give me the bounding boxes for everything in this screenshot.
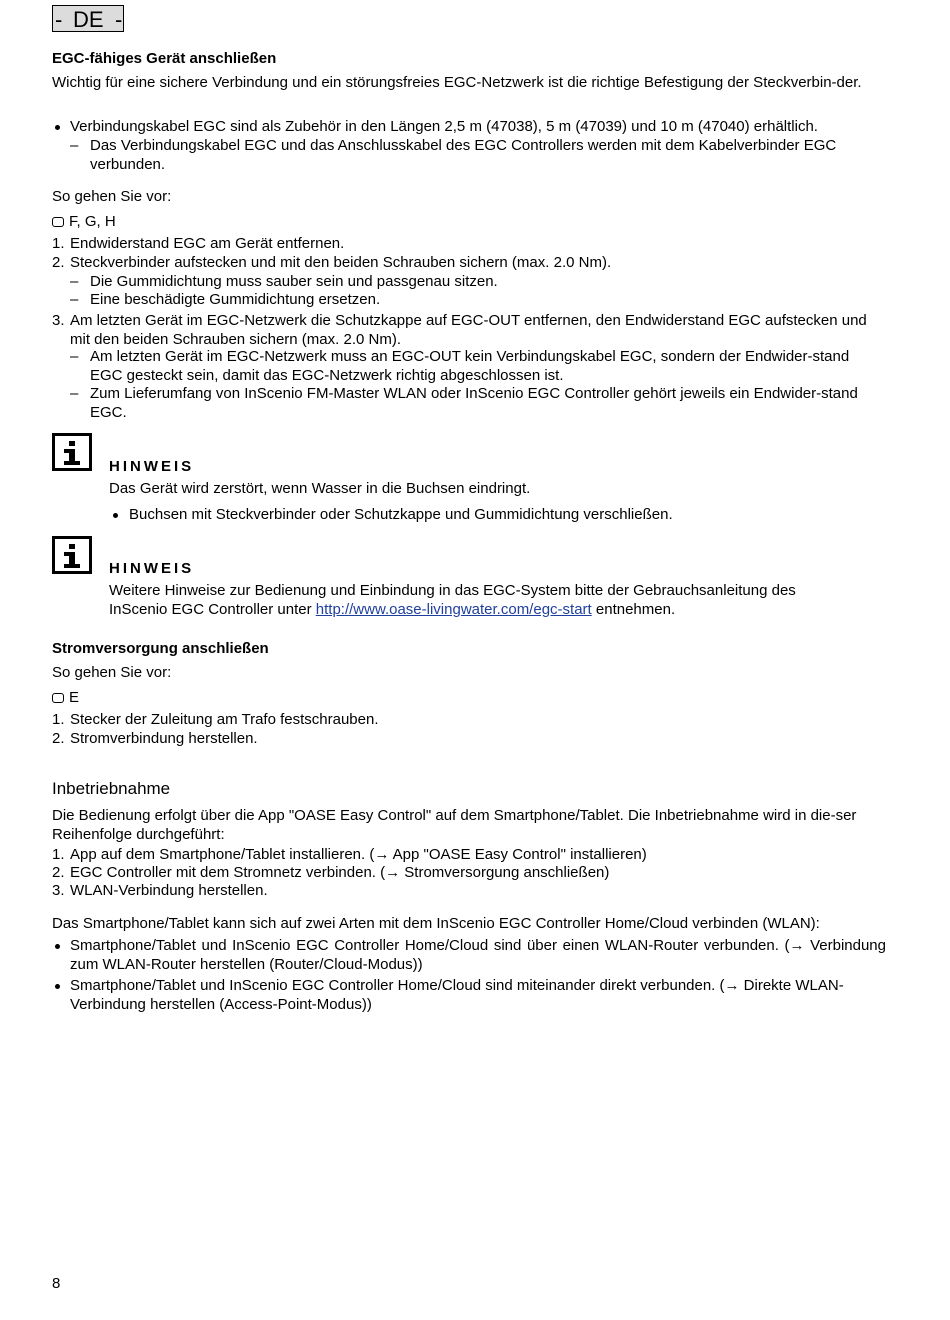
- commissioning-bullet-router: Smartphone/Tablet und InScenio EGC Controller Home/Cloud sind über einen WLAN-Router verbunden. (→ Verbindung zum WLAN-Router herstellen (Router/Cloud-Modus)): [70, 937, 886, 973]
- dash-marker: –: [70, 137, 79, 154]
- egc-section-title: EGC-fähiges Gerät anschließen: [52, 50, 277, 67]
- dash-marker: –: [70, 291, 79, 308]
- power-step-1: Stecker der Zuleitung am Trafo festschrauben.: [70, 711, 379, 728]
- commissioning-connect-intro: Das Smartphone/Tablet kann sich auf zwei Arten mit dem InScenio EGC Controller Home/Cloud verbinden (WLAN):: [52, 915, 820, 932]
- power-figure-ref-text: E: [69, 689, 80, 706]
- note-2-text: [109, 582, 854, 619]
- step-number: 1.: [52, 711, 65, 728]
- egc-step-2-dash-2: Eine beschädigte Gummidichtung ersetzen.: [90, 291, 381, 308]
- step-number: 1.: [52, 235, 65, 252]
- egc-step-2: Steckverbinder aufstecken und mit den beiden Schrauben sichern (max. 2.0 Nm).: [70, 254, 612, 271]
- step-number: 2.: [52, 730, 65, 747]
- dash-marker: –: [70, 348, 79, 365]
- egc-step-3: Am letzten Gerät im EGC-Netzwerk die Schutzkappe auf EGC-OUT entfernen, den Endwiderstand EGC aufstecken und mit den beiden Schrauben sichern (max. 2.0 Nm).: [70, 312, 867, 348]
- note-1-label: HINWEIS: [109, 458, 195, 475]
- step-number: 2.: [52, 254, 65, 271]
- note-2-text-after: entnehmen.: [591, 600, 676, 618]
- dash-marker: –: [70, 273, 79, 290]
- dash-marker: –: [70, 385, 79, 402]
- info-icon: [52, 433, 92, 471]
- commissioning-step-1: App auf dem Smartphone/Tablet installieren. (→ App "OASE Easy Control" installieren): [70, 846, 647, 863]
- power-section-title: Stromversorgung anschließen: [52, 640, 269, 657]
- figure-ref-icon: [52, 217, 64, 227]
- step-number: 2.: [52, 864, 65, 881]
- egc-bullet-cables-dash: Das Verbindungskabel EGC und das Anschlusskabel des EGC Controllers werden mit dem Kabelverbinder EGC verbunden.: [90, 137, 837, 173]
- egc-step-3-dash-2: Zum Lieferumfang von InScenio FM-Master WLAN oder InScenio EGC Controller gehört jeweils ein Endwider-stand EGC.: [90, 385, 858, 421]
- egc-start-link[interactable]: http://www.oase-livingwater.com/egc-start: [315, 600, 592, 618]
- commissioning-step-3: WLAN-Verbindung herstellen.: [70, 882, 268, 899]
- figure-ref-icon: [52, 693, 64, 703]
- egc-proceed: So gehen Sie vor:: [52, 188, 172, 205]
- egc-step-3-dash-1: Am letzten Gerät im EGC-Netzwerk muss an EGC-OUT kein Verbindungskabel EGC, sondern der Endwider-stand EGC gesteckt sein, damit das EGC-Netzwerk richtig abgeschlossen ist.: [90, 348, 850, 384]
- note-1-text: Das Gerät wird zerstört, wenn Wasser in die Buchsen eindringt.: [109, 480, 531, 497]
- bullet-dot: [55, 984, 60, 989]
- language-tag-dash-left: -: [55, 7, 63, 32]
- egc-step-1: Endwiderstand EGC am Gerät entfernen.: [70, 235, 345, 252]
- commissioning-intro: Die Bedienung erfolgt über die App "OASE Easy Control" auf dem Smartphone/Tablet. Die Inbetriebnahme wird in die-ser Reihenfolge durchgeführt:: [52, 807, 857, 843]
- language-tag-dash-right: -: [115, 7, 123, 32]
- language-tag-code: DE: [73, 7, 104, 32]
- egc-step-2-dash-1: Die Gummidichtung muss sauber sein und passgenau sitzen.: [90, 273, 498, 290]
- egc-intro: Wichtig für eine sichere Verbindung und ein störungsfreies EGC-Netzwerk ist die richtige Befestigung der Steckverbin-der.: [52, 74, 862, 91]
- note-2-label: HINWEIS: [109, 560, 195, 577]
- egc-bullet-cables: Verbindungskabel EGC sind als Zubehör in den Längen 2,5 m (47038), 5 m (47039) und 10 m (47040) erhältlich.: [70, 118, 818, 135]
- language-tag: [52, 5, 124, 32]
- step-number: 3.: [52, 312, 65, 329]
- note-1-bullet: Buchsen mit Steckverbinder oder Schutzkappe und Gummidichtung verschließen.: [129, 506, 673, 523]
- page-number: 8: [52, 1275, 61, 1292]
- note-2-text-before: Weitere Hinweise zur Bedienung und Einbindung in das EGC-System bitte der Gebrauchsanleitung des InScenio EGC Controller unter: [109, 582, 796, 618]
- commissioning-step-2: EGC Controller mit dem Stromnetz verbinden. (→ Stromversorgung anschließen): [70, 864, 610, 881]
- egc-figure-ref: [52, 213, 888, 232]
- commissioning-bullet-direct: Smartphone/Tablet und InScenio EGC Controller Home/Cloud sind miteinander direkt verbunden. (→ Direkte WLAN-Verbindung herstellen (Access-Point-Modus)): [70, 977, 844, 1013]
- step-number: 1.: [52, 846, 65, 863]
- step-number: 3.: [52, 882, 65, 899]
- bullet-dot: [55, 125, 60, 130]
- power-figure-ref: [52, 689, 888, 708]
- power-proceed: So gehen Sie vor:: [52, 664, 172, 681]
- egc-figure-ref-text: F, G, H: [69, 213, 116, 230]
- info-icon: [52, 536, 92, 574]
- commissioning-title: Inbetriebnahme: [52, 779, 171, 798]
- bullet-dot: [113, 513, 118, 518]
- bullet-dot: [55, 944, 60, 949]
- power-step-2: Stromverbindung herstellen.: [70, 730, 258, 747]
